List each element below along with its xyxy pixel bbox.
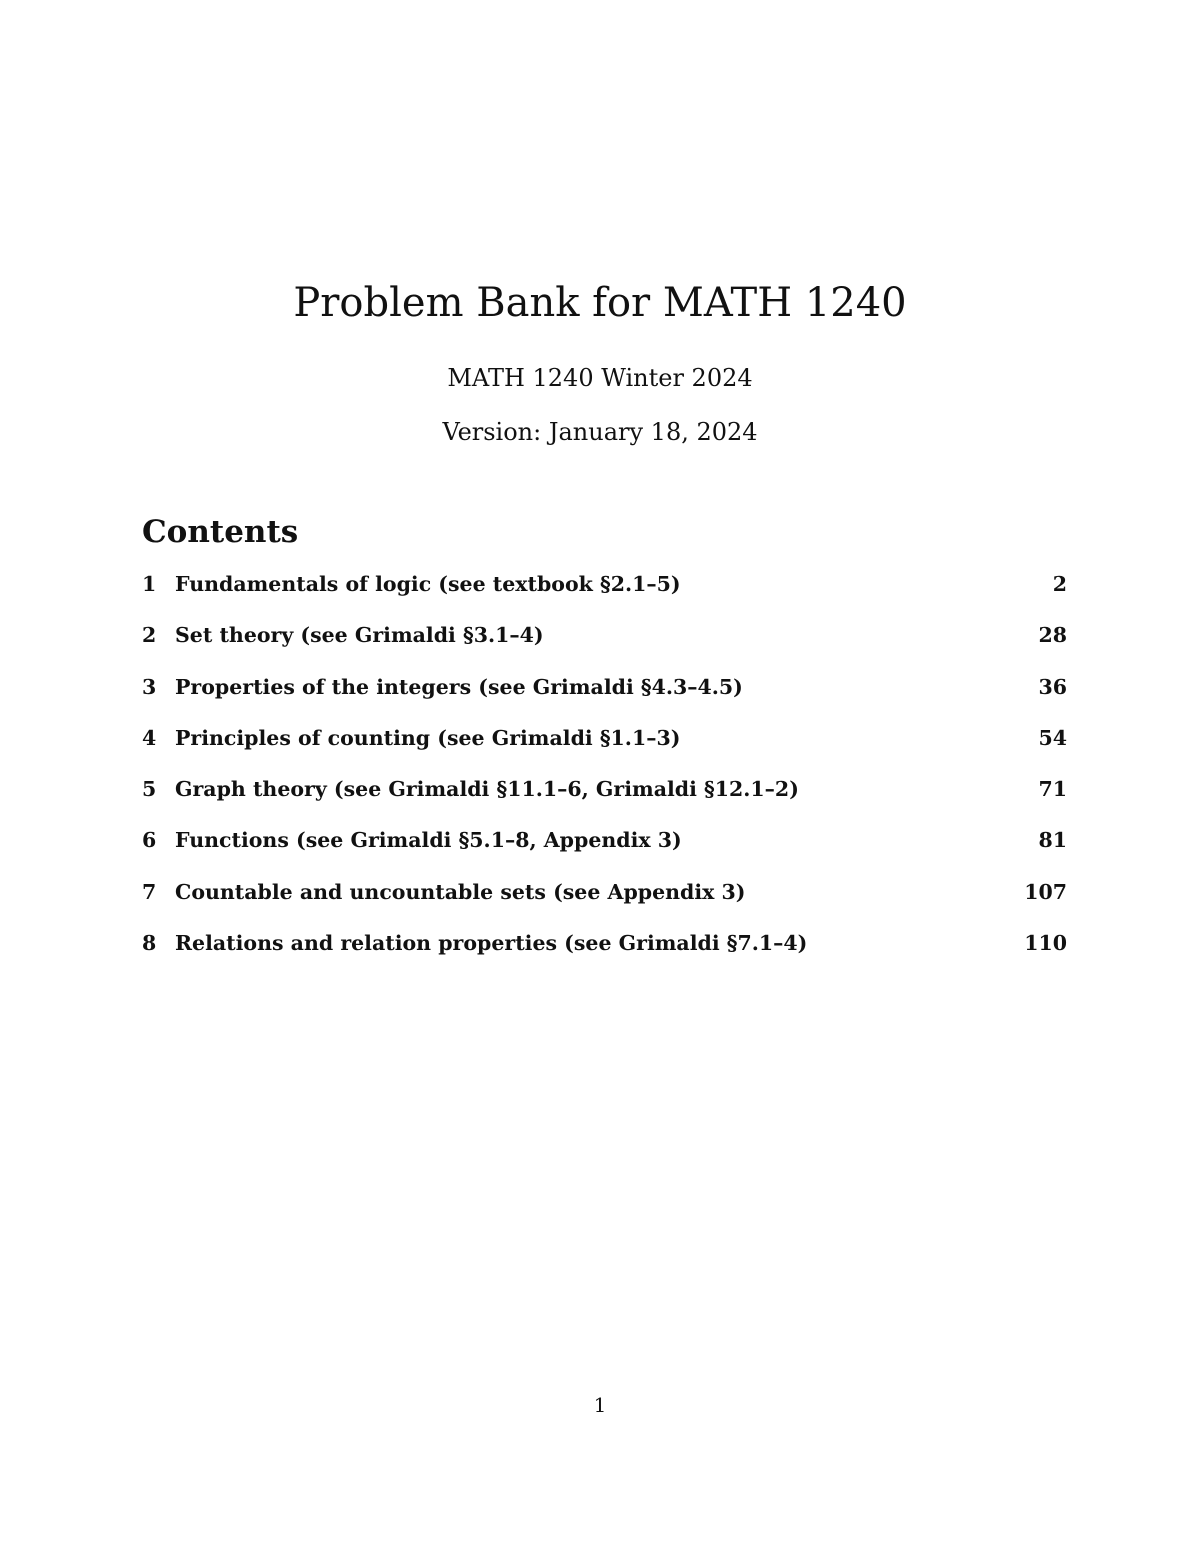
toc-entry-title[interactable]: Properties of the integers (see Grimaldi §4.3–4.5) <box>175 674 743 699</box>
toc-entry-6[interactable] <box>142 828 1067 879</box>
toc-entry-page[interactable]: 110 <box>1024 931 1067 956</box>
toc-entry-number: 7 <box>142 879 157 904</box>
toc-entry-page[interactable]: 107 <box>1024 879 1067 904</box>
toc-entry-7[interactable] <box>142 880 1067 931</box>
toc-entry-page[interactable]: 2 <box>1052 572 1067 596</box>
document-title: Problem Bank for MATH 1240 <box>293 280 907 326</box>
toc-entry-1[interactable] <box>142 572 1067 623</box>
toc-entry-title[interactable]: Graph theory (see Grimaldi §11.1–6, Grimaldi §12.1–2) <box>175 777 799 802</box>
toc-entry-number: 2 <box>142 623 157 648</box>
toc-entry-title[interactable]: Fundamentals of logic (see textbook §2.1–5) <box>175 572 681 596</box>
toc-entry-number: 6 <box>142 828 157 853</box>
toc-entry-title[interactable]: Countable and uncountable sets (see Appendix 3) <box>175 879 746 904</box>
toc-entry-5[interactable] <box>142 777 1067 828</box>
toc-entry-title[interactable]: Set theory (see Grimaldi §3.1–4) <box>175 623 544 648</box>
toc-entry-title[interactable]: Principles of counting (see Grimaldi §1.1–3) <box>175 725 681 750</box>
toc-entry-4[interactable] <box>142 726 1067 777</box>
contents-heading: Contents <box>142 514 299 550</box>
page-number: 1 <box>593 1393 607 1417</box>
toc-entry-number: 4 <box>142 725 157 750</box>
toc-entry-page[interactable]: 81 <box>1038 828 1067 853</box>
toc-entry-number: 8 <box>142 931 157 956</box>
toc-entry-page[interactable]: 28 <box>1038 623 1067 648</box>
toc-entry-2[interactable] <box>142 623 1067 674</box>
table-of-contents <box>142 572 1067 982</box>
toc-entry-number: 3 <box>142 674 157 699</box>
toc-entry-number: 5 <box>142 777 157 802</box>
toc-entry-title[interactable]: Functions (see Grimaldi §5.1–8, Appendix 3) <box>175 828 682 853</box>
toc-entry-number: 1 <box>142 572 157 596</box>
course-subtitle: MATH 1240 Winter 2024 <box>447 364 753 392</box>
toc-entry-page[interactable]: 36 <box>1038 674 1067 699</box>
toc-entry-page[interactable]: 54 <box>1038 725 1067 750</box>
toc-entry-title[interactable]: Relations and relation properties (see Grimaldi §7.1–4) <box>175 931 808 956</box>
toc-entry-8[interactable] <box>142 931 1067 982</box>
toc-entry-3[interactable] <box>142 675 1067 726</box>
version-date: Version: January 18, 2024 <box>442 418 758 446</box>
toc-entry-page[interactable]: 71 <box>1038 777 1067 802</box>
